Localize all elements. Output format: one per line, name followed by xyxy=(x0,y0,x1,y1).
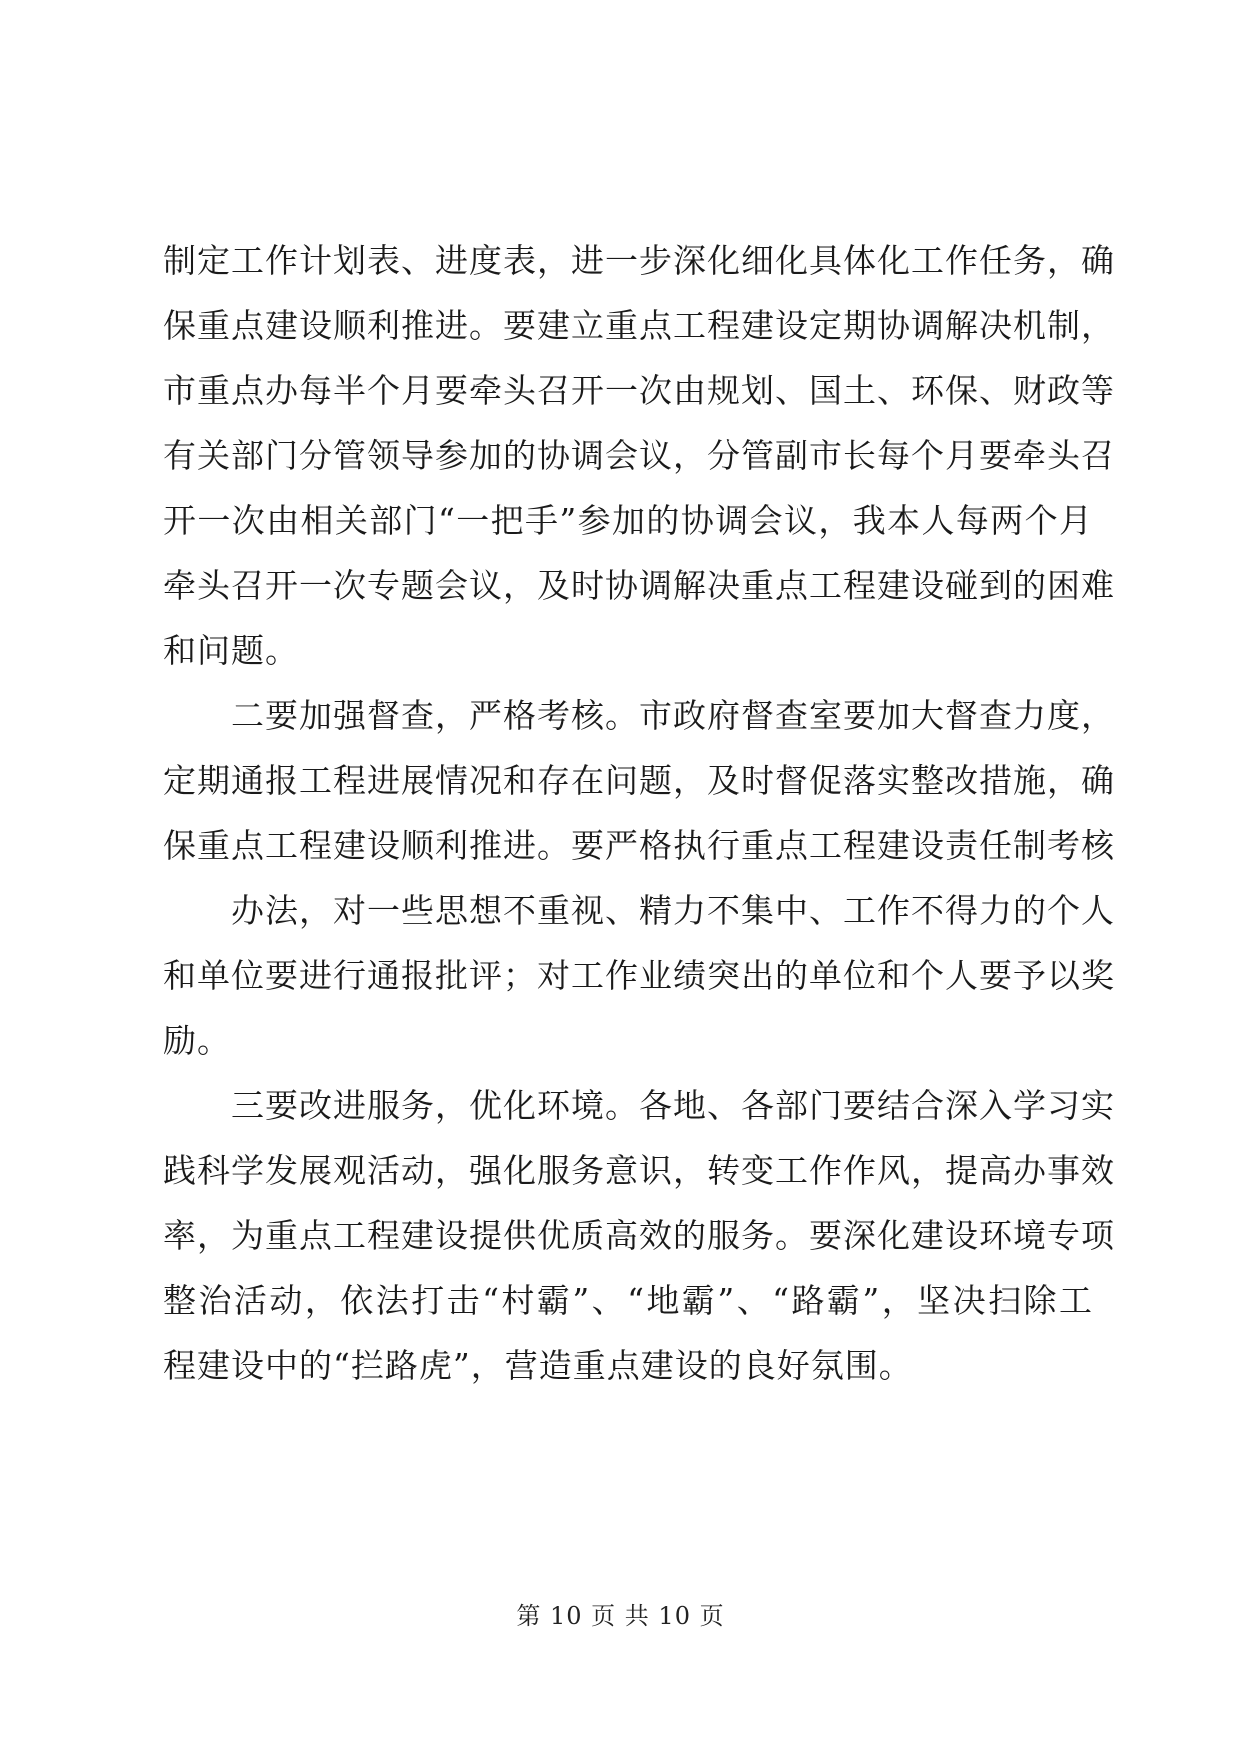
text-line: 率，为重点工程建设提供优质高效的服务。要深化建设环境专项 xyxy=(163,1216,1115,1255)
text-line: 保重点工程建设顺利推进。要严格执行重点工程建设责任制考核 xyxy=(163,826,1115,865)
text-line: 开一次由相关部门“一把手”参加的协调会议，我本人每两个月 xyxy=(163,501,1093,540)
text-line: 践科学发展观活动，强化服务意识，转变工作作风，提高办事效 xyxy=(163,1151,1115,1190)
text-line: 牵头召开一次专题会议，及时协调解决重点工程建设碰到的困难 xyxy=(163,566,1115,605)
paragraph-first-line: 三要改进服务，优化环境。各地、各部门要结合深入学习实 xyxy=(231,1086,1115,1125)
text-line: 励。 xyxy=(163,1021,231,1060)
page-number-footer: 第 10 页 共 10 页 xyxy=(516,1602,725,1630)
text-line: 定期通报工程进展情况和存在问题，及时督促落实整改措施，确 xyxy=(163,761,1115,800)
text-line: 市重点办每半个月要牵头召开一次由规划、国土、环保、财政等 xyxy=(163,371,1115,410)
text-line: 制定工作计划表、进度表，进一步深化细化具体化工作任务，确 xyxy=(163,241,1115,280)
paragraph-first-line: 二要加强督查，严格考核。市政府督查室要加大督查力度， xyxy=(231,696,1115,735)
text-line: 程建设中的“拦路虎”，营造重点建设的良好氛围。 xyxy=(163,1346,913,1385)
text-line: 办法，对一些思想不重视、精力不集中、工作不得力的个人 xyxy=(231,891,1115,930)
text-line: 和问题。 xyxy=(163,631,299,670)
text-line: 有关部门分管领导参加的协调会议，分管副市长每个月要牵头召 xyxy=(163,436,1115,475)
document-body xyxy=(163,228,1115,1398)
text-line: 整治活动，依法打击“村霸”、“地霸”、“路霸”，坚决扫除工 xyxy=(163,1281,1093,1320)
text-line: 和单位要进行通报批评；对工作业绩突出的单位和个人要予以奖 xyxy=(163,956,1115,995)
text-line: 保重点建设顺利推进。要建立重点工程建设定期协调解决机制， xyxy=(163,306,1115,345)
